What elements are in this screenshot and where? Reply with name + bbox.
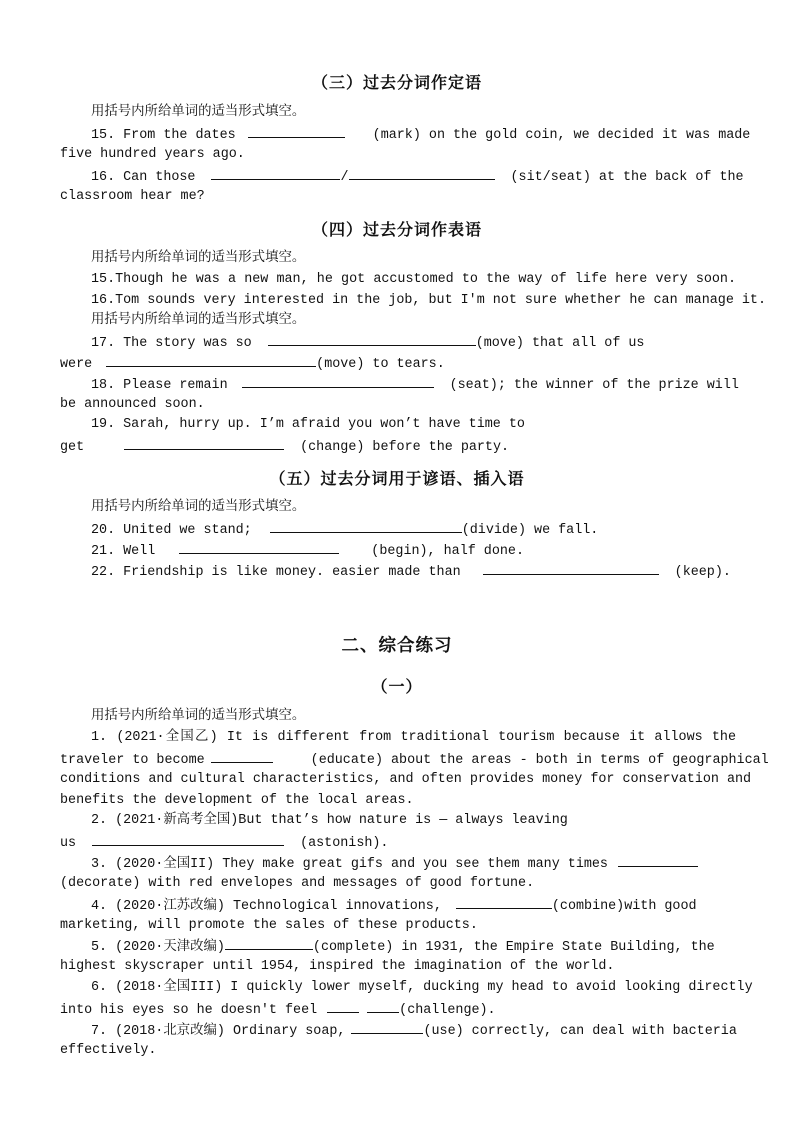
question-19: 19. Sarah, hurry up. I’m afraid you won’t have time to	[91, 417, 525, 432]
part-subheading-1: （一）	[371, 677, 423, 696]
question-15-cont: five hundred years ago.	[60, 147, 245, 162]
exercise-5-cont: highest skyscraper until 1954, inspired the imagination of the world.	[60, 959, 615, 974]
instruction-line: 用括号内所给单词的适当形式填空。	[91, 500, 306, 515]
answer-blank[interactable]	[225, 935, 313, 950]
question-text: (change) before the party.	[300, 440, 510, 455]
question-text: 20. United we stand;	[91, 523, 252, 538]
question-18	[91, 373, 739, 394]
exercise-1-cont: benefits the development of the local areas.	[60, 793, 414, 808]
question-18-cont: be announced soon.	[60, 397, 205, 412]
answer-blank[interactable]	[92, 831, 284, 846]
answer-blank[interactable]	[270, 518, 462, 533]
answer-blank[interactable]	[351, 1019, 423, 1034]
answer-blank[interactable]	[211, 165, 340, 180]
question-text: (astonish).	[300, 836, 389, 851]
exercise-3	[91, 852, 736, 873]
instruction-line: 用括号内所给单词的适当形式填空。	[91, 313, 306, 328]
exercise-2-cont	[60, 831, 735, 852]
question-16	[91, 165, 744, 186]
question-text: (divide) we fall.	[461, 523, 599, 538]
answer-blank[interactable]	[456, 894, 552, 909]
question-text: 15. From the dates	[91, 128, 236, 143]
answer-blank[interactable]	[211, 748, 273, 763]
example-sentence: 16.Tom sounds very interested in the job, but I'm not sure whether he can manage it.	[91, 293, 766, 308]
answer-blank[interactable]	[124, 435, 284, 450]
question-20	[91, 518, 736, 539]
exercise-4	[91, 894, 736, 915]
answer-blank[interactable]	[242, 373, 434, 388]
answer-blank[interactable]	[618, 852, 698, 867]
question-text: 22. Friendship is like money. easier made than	[91, 565, 461, 580]
exercise-1: 1. (2021·全国乙) It is different from traditional tourism because it allows the	[91, 730, 736, 745]
question-17	[91, 331, 736, 352]
question-text: 5. (2020·天津改编)	[91, 940, 225, 955]
question-text: 17. The story was so	[91, 336, 252, 351]
answer-blank[interactable]	[179, 539, 339, 554]
question-17-cont	[60, 352, 735, 373]
question-text: (keep).	[674, 565, 731, 580]
answer-blank[interactable]	[367, 998, 399, 1013]
question-text: /	[340, 170, 349, 185]
question-text: (move) that all of us	[475, 336, 645, 351]
question-text: (move) to tears.	[316, 357, 445, 372]
exercise-2: 2. (2021·新高考全国)But that’s how nature is — always leaving	[91, 813, 568, 828]
answer-blank[interactable]	[349, 165, 495, 180]
section-heading-4: （四）过去分词作表语	[311, 220, 482, 239]
section-heading-3: （三）过去分词作定语	[311, 73, 482, 92]
example-sentence: 15.Though he was a new man, he got accustomed to the way of life here very soon.	[91, 272, 736, 287]
exercise-1-cont: conditions and cultural characteristics, and often provides money for conservation and	[60, 772, 752, 787]
answer-blank[interactable]	[327, 998, 359, 1013]
question-text: (use) correctly, can deal with bacteria	[423, 1024, 737, 1039]
answer-blank[interactable]	[248, 123, 345, 138]
question-text: 4. (2020·江苏改编) Technological innovations,	[91, 899, 442, 914]
question-text: into his eyes so he doesn't feel	[60, 1003, 318, 1018]
question-text: traveler to become	[60, 753, 205, 768]
question-19-cont	[60, 435, 735, 456]
question-text: 7. (2018·北京改编) Ordinary soap,	[91, 1024, 346, 1039]
instruction-line: 用括号内所给单词的适当形式填空。	[91, 105, 306, 120]
answer-blank[interactable]	[268, 331, 476, 346]
question-text: 18. Please remain	[91, 378, 228, 393]
question-text: (combine)with good	[551, 899, 697, 914]
instruction-line: 用括号内所给单词的适当形式填空。	[91, 709, 306, 724]
exercise-1-cont	[60, 748, 769, 769]
question-text: get	[60, 440, 85, 455]
question-text: (begin), half done.	[371, 544, 524, 559]
exercise-5	[91, 935, 736, 956]
question-text: 3. (2020·全国II) They make great gifs and you see them many times	[91, 857, 608, 872]
exercise-6-cont	[60, 998, 735, 1019]
question-text: (seat); the winner of the prize will	[449, 378, 739, 393]
exercise-3-cont: (decorate) with red envelopes and messages of good fortune.	[60, 876, 535, 891]
question-text: (educate) about the areas - both in terms of geographical	[310, 753, 769, 768]
question-22	[91, 560, 736, 581]
instruction-line: 用括号内所给单词的适当形式填空。	[91, 251, 306, 266]
exercise-7	[91, 1019, 736, 1040]
question-text: (challenge).	[399, 1003, 496, 1018]
question-21	[91, 539, 736, 560]
exercise-7-cont: effectively.	[60, 1043, 157, 1058]
exercise-4-cont: marketing, will promote the sales of these products.	[60, 918, 478, 933]
answer-blank[interactable]	[106, 352, 316, 367]
question-text: 16. Can those	[91, 170, 196, 185]
part-heading-2: 二、综合练习	[341, 636, 453, 656]
answer-blank[interactable]	[483, 560, 659, 575]
question-text: (sit/seat) at the back of the	[510, 170, 744, 185]
exercise-6: 6. (2018·全国III) I quickly lower myself, ducking my head to avoid looking directly	[91, 980, 753, 995]
question-text: us	[60, 836, 77, 851]
question-text: were	[60, 357, 93, 372]
question-text: 21. Well	[91, 544, 156, 559]
question-16-cont: classroom hear me?	[60, 189, 205, 204]
section-heading-5: （五）过去分词用于谚语、插入语	[269, 469, 525, 488]
question-text: (mark) on the gold coin, we decided it was made	[372, 128, 751, 143]
question-text: (complete) in 1931, the Empire State Building, the	[312, 940, 715, 955]
question-15	[91, 123, 751, 144]
